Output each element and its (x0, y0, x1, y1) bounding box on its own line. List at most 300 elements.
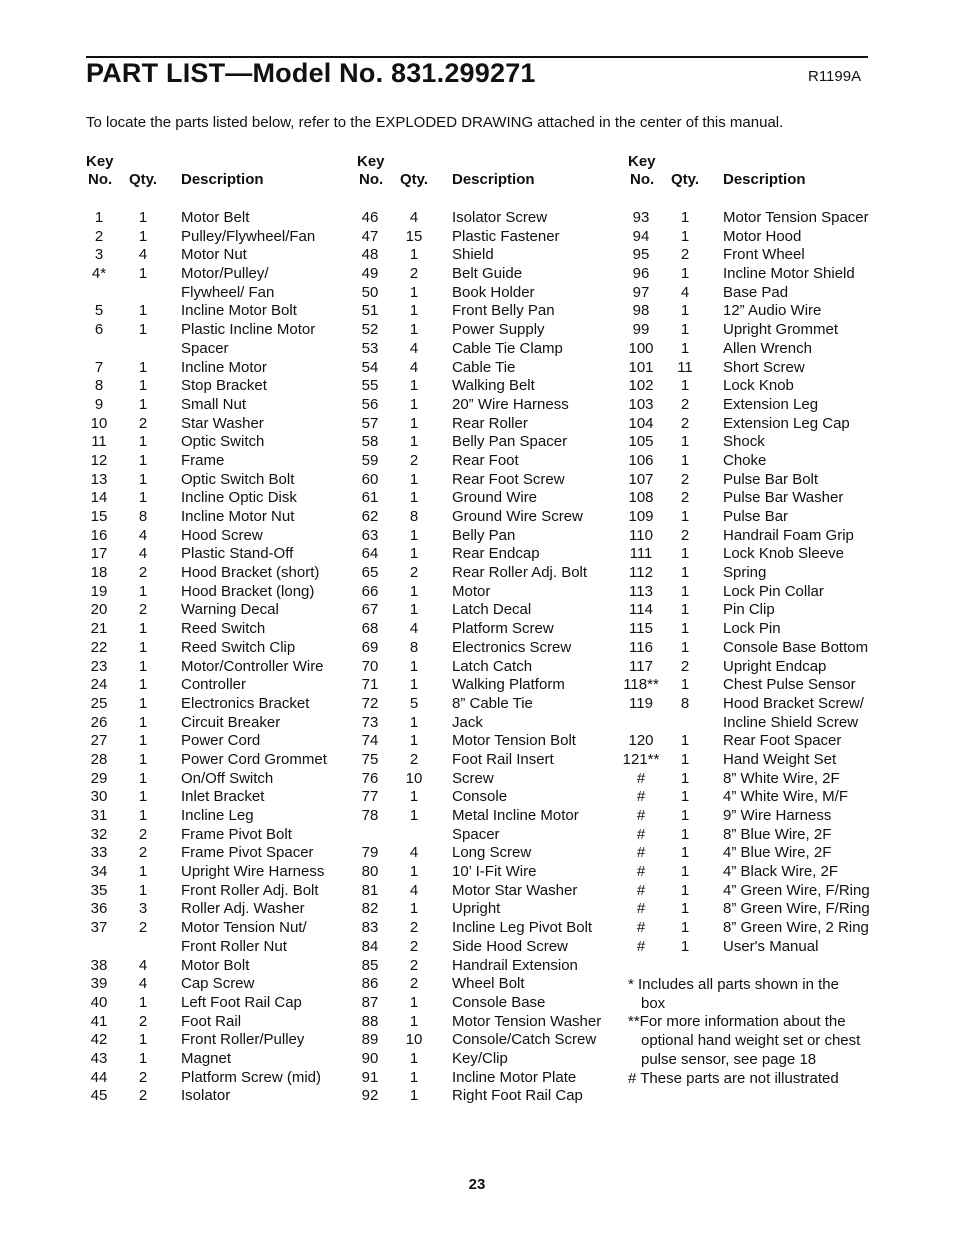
part-qty: 1 (409, 526, 419, 544)
part-row (351, 732, 641, 751)
part-key-no: 53 (361, 339, 379, 357)
part-description: Power Cord Grommet (181, 750, 327, 768)
part-qty: 1 (138, 750, 148, 768)
part-qty: 1 (409, 545, 419, 563)
part-row (622, 471, 912, 490)
part-key-no: 59 (361, 451, 379, 469)
part-description: Motor Star Washer (452, 881, 578, 899)
part-key-no: 120 (628, 732, 654, 750)
part-key-no: 49 (361, 265, 379, 283)
part-row (351, 489, 641, 508)
part-qty: 1 (138, 227, 148, 245)
header-key: Key (628, 153, 656, 170)
part-key-no: 73 (361, 713, 379, 731)
part-row (80, 228, 370, 247)
part-key-no: 50 (361, 283, 379, 301)
part-row (80, 900, 370, 919)
part-qty: 2 (409, 750, 419, 768)
part-description: Extension Leg (723, 395, 819, 413)
part-qty: 1 (680, 750, 690, 768)
part-key-no: 97 (632, 283, 650, 301)
part-key-no: 80 (361, 863, 379, 881)
part-key-no: 72 (361, 694, 379, 712)
part-key-no: # (636, 769, 646, 787)
part-qty: 5 (409, 694, 419, 712)
part-row (351, 1050, 641, 1069)
part-qty: 8 (680, 694, 690, 712)
part-row (80, 732, 370, 751)
part-qty: 1 (409, 321, 419, 339)
part-key-no: 30 (90, 788, 108, 806)
part-key-no: 65 (361, 564, 379, 582)
part-row (80, 209, 370, 228)
part-row (80, 396, 370, 415)
part-description: Incline Leg Pivot Bolt (452, 919, 593, 937)
part-row (80, 302, 370, 321)
part-qty: 1 (680, 900, 690, 918)
part-key-no: 114 (629, 601, 653, 619)
part-key-no: 38 (90, 956, 108, 974)
part-description: Belly Pan (452, 526, 516, 544)
part-key-no: 41 (90, 1012, 108, 1030)
part-row (351, 583, 641, 602)
part-description: Isolator (181, 1087, 231, 1105)
part-description: Hood Bracket (long) (181, 582, 315, 600)
part-description: Hood Bracket (short) (181, 564, 320, 582)
part-description: Incline Motor Shield (723, 265, 855, 283)
header-no: No. (630, 171, 655, 188)
part-key-no: 40 (90, 993, 108, 1011)
part-row (351, 957, 641, 976)
part-key-no: 23 (90, 657, 108, 675)
part-qty: 8 (409, 638, 419, 656)
part-key-no: 92 (361, 1087, 379, 1105)
part-description: Base Pad (723, 283, 789, 301)
part-row (80, 359, 370, 378)
part-key-no: 33 (90, 844, 108, 862)
part-row (351, 228, 641, 247)
part-qty: 1 (409, 788, 419, 806)
part-description: 4” Black Wire, 2F (723, 863, 839, 881)
part-qty: 2 (409, 265, 419, 283)
part-row (351, 620, 641, 639)
part-key-no: # (636, 788, 646, 806)
part-description: Cable Tie (452, 358, 516, 376)
part-key-no: 113 (629, 582, 653, 600)
part-description: Lock Pin (723, 620, 781, 638)
part-description: Incline Motor (181, 358, 267, 376)
part-qty: 4 (680, 283, 690, 301)
part-description: Motor/Pulley/ (181, 265, 269, 283)
part-key-no: 60 (361, 470, 379, 488)
part-qty: 1 (680, 265, 690, 283)
part-qty: 4 (138, 956, 148, 974)
part-qty: 1 (680, 620, 690, 638)
part-qty: 2 (138, 564, 148, 582)
part-key-no: 98 (632, 302, 650, 320)
part-row (622, 564, 912, 583)
part-row (80, 770, 370, 789)
part-key-no: 67 (361, 601, 379, 619)
part-qty: 1 (138, 1049, 148, 1067)
part-row (351, 302, 641, 321)
part-row (80, 452, 370, 471)
part-qty: 1 (680, 302, 690, 320)
part-row (351, 359, 641, 378)
part-key-no: 55 (361, 377, 379, 395)
header-qty: Qty. (400, 171, 429, 188)
part-row (80, 433, 370, 452)
part-key-no: 111 (629, 545, 653, 563)
part-row (80, 695, 370, 714)
header-description: Description (181, 171, 264, 188)
part-qty: 1 (138, 470, 148, 488)
part-qty: 2 (680, 489, 690, 507)
part-qty: 1 (138, 433, 148, 451)
part-description: Platform Screw (mid) (181, 1068, 322, 1086)
part-row (622, 639, 912, 658)
part-key-no: 25 (90, 694, 108, 712)
part-qty: 2 (138, 601, 148, 619)
part-key-no: 78 (361, 807, 379, 824)
part-row (80, 527, 370, 546)
part-description: Metal Incline Motor (452, 807, 579, 824)
part-key-no: 62 (361, 508, 379, 525)
part-key-no: 29 (90, 769, 108, 787)
part-description: 8” Cable Tie (452, 694, 533, 712)
part-description: Walking Belt (452, 377, 535, 395)
part-qty: 1 (409, 1087, 419, 1105)
part-key-no: 2 (94, 227, 104, 245)
footnote-hash (628, 1070, 878, 1089)
part-qty: 1 (138, 1031, 148, 1049)
part-row (351, 1069, 641, 1088)
part-row (80, 471, 370, 490)
part-row (351, 377, 641, 396)
part-key-no: 63 (361, 526, 379, 544)
part-description: Walking Platform (452, 676, 565, 694)
part-description: Rear Roller Adj. Bolt (452, 564, 588, 582)
part-qty: 1 (138, 302, 148, 320)
part-description: Electronics Bracket (181, 694, 310, 712)
part-description: Motor (452, 582, 491, 600)
part-key-no: 105 (628, 433, 654, 451)
part-row (351, 433, 641, 452)
part-qty: 1 (138, 377, 148, 395)
part-key-no: 42 (90, 1031, 108, 1049)
part-description: Star Washer (181, 414, 264, 432)
part-key-no: 88 (361, 1012, 379, 1030)
part-row (622, 583, 912, 602)
part-description: Frame Pivot Bolt (181, 825, 292, 843)
part-row (622, 321, 912, 340)
part-key-no: 6 (94, 321, 104, 339)
part-row (80, 639, 370, 658)
part-key-no: # (636, 919, 646, 937)
part-qty: 1 (138, 582, 148, 600)
part-row (351, 658, 641, 677)
part-row (351, 975, 641, 994)
part-description: Incline Optic Disk (181, 489, 297, 507)
part-qty: 4 (409, 881, 419, 899)
part-qty: 8 (409, 508, 419, 525)
part-description: 8” Green Wire, F/Ring (723, 900, 870, 918)
part-qty: 1 (680, 732, 690, 750)
part-description: Rear Foot (452, 451, 519, 469)
part-row (622, 545, 912, 564)
footnote-double-asterisk (628, 1013, 878, 1069)
part-key-no: 77 (361, 788, 379, 806)
part-row (80, 377, 370, 396)
part-description: 9” Wire Harness (723, 807, 832, 824)
part-description: Upright Grommet (723, 321, 839, 339)
part-description: Inlet Bracket (181, 788, 265, 806)
part-qty: 15 (405, 227, 423, 245)
part-description: Motor Hood (723, 227, 802, 245)
part-row (622, 620, 912, 639)
part-qty: 1 (680, 321, 690, 339)
part-row (622, 807, 912, 826)
part-row (351, 1087, 641, 1106)
part-description: Plastic Incline Motor (181, 321, 316, 339)
part-row (80, 1013, 370, 1032)
part-key-no: 99 (632, 321, 650, 339)
part-qty: 1 (138, 713, 148, 731)
part-description: Right Foot Rail Cap (452, 1087, 583, 1105)
part-description: Warning Decal (181, 601, 279, 619)
part-qty: 1 (680, 451, 690, 469)
part-qty: 1 (409, 863, 419, 881)
header-no: No. (88, 171, 113, 188)
part-description: Latch Catch (452, 657, 533, 675)
part-row (80, 826, 370, 845)
part-description: 8” Blue Wire, 2F (723, 825, 832, 843)
part-row (351, 246, 641, 265)
part-row (351, 695, 641, 714)
part-row (622, 900, 912, 919)
part-row (80, 975, 370, 994)
part-description: Upright (452, 900, 501, 918)
part-key-no: 34 (90, 863, 108, 881)
part-qty: 4 (409, 620, 419, 638)
part-qty: 1 (680, 788, 690, 806)
part-key-no: 24 (90, 676, 108, 694)
part-description: Platform Screw (452, 620, 554, 638)
page-number: 23 (468, 1176, 486, 1193)
part-description: Spring (723, 564, 767, 582)
part-qty: 1 (138, 395, 148, 413)
part-description: Allen Wrench (723, 339, 812, 357)
part-row (351, 1031, 641, 1050)
part-row (622, 246, 912, 265)
part-qty: 1 (680, 937, 690, 955)
part-qty: 10 (405, 1031, 423, 1049)
part-row (80, 1087, 370, 1106)
part-key-no: # (636, 900, 646, 918)
part-description: Cap Screw (181, 975, 255, 993)
part-description: 12” Audio Wire (723, 302, 822, 320)
part-description: Motor Bolt (181, 956, 250, 974)
part-description: Reed Switch (181, 620, 266, 638)
part-description: Short Screw (723, 358, 805, 376)
part-description: Spacer (452, 825, 500, 843)
part-key-no: 9 (94, 395, 104, 413)
part-description: Reed Switch Clip (181, 638, 296, 656)
part-description: Choke (723, 451, 767, 469)
column-header (622, 151, 912, 206)
part-qty: 4 (409, 844, 419, 862)
column-header (80, 151, 370, 206)
part-qty: 2 (138, 919, 148, 937)
part-row (351, 882, 641, 901)
part-description: Power Supply (452, 321, 545, 339)
part-qty: 10 (405, 769, 423, 787)
part-key-no: 22 (90, 638, 108, 656)
part-row (622, 209, 912, 228)
part-qty: 1 (680, 582, 690, 600)
part-description: Lock Pin Collar (723, 582, 824, 600)
part-key-no: 48 (361, 246, 379, 264)
part-key-no: 112 (629, 564, 653, 582)
part-qty: 2 (409, 919, 419, 937)
part-qty: 1 (409, 657, 419, 675)
part-key-no: 75 (361, 750, 379, 768)
part-qty: 2 (680, 395, 690, 413)
part-qty: 1 (680, 807, 690, 824)
part-qty: 1 (680, 433, 690, 451)
part-qty: 1 (138, 676, 148, 694)
part-row (622, 415, 912, 434)
part-description: 8” White Wire, 2F (723, 769, 840, 787)
part-description: Front Belly Pan (452, 302, 555, 320)
part-row (622, 844, 912, 863)
part-row (622, 882, 912, 901)
part-qty: 1 (680, 227, 690, 245)
part-row (622, 658, 912, 677)
part-description: Handrail Extension (452, 956, 578, 974)
part-key-no: # (636, 844, 646, 862)
part-key-no: 27 (90, 732, 108, 750)
part-key-no: # (636, 881, 646, 899)
part-key-no: 1 (94, 209, 104, 226)
part-description: Lock Knob (723, 377, 794, 395)
footnote-asterisk (628, 976, 878, 1013)
part-row (80, 620, 370, 639)
part-key-no: 3 (94, 246, 104, 264)
part-description: Optic Switch Bolt (181, 470, 295, 488)
part-key-no: 104 (628, 414, 654, 432)
page-title: PART LIST—Model No. 831.299271 (86, 58, 536, 88)
part-key-no: 15 (90, 508, 108, 525)
part-row (622, 919, 912, 938)
part-row (80, 788, 370, 807)
part-key-no: # (636, 937, 646, 955)
parts-rows (80, 209, 370, 1106)
part-qty: 2 (680, 470, 690, 488)
part-qty: 1 (409, 601, 419, 619)
part-key-no: 61 (361, 489, 379, 507)
part-description: Side Hood Screw (452, 937, 568, 955)
part-qty: 2 (409, 451, 419, 469)
part-description: Flywheel/ Fan (181, 283, 275, 301)
part-row (622, 714, 912, 733)
part-description: Spacer (181, 339, 229, 357)
part-key-no: 31 (90, 807, 108, 824)
part-description: Motor Tension Bolt (452, 732, 576, 750)
part-key-no: 21 (90, 620, 108, 638)
part-description: Front Roller Nut (181, 937, 287, 955)
part-row (351, 396, 641, 415)
part-row (351, 321, 641, 340)
part-description: Incline Shield Screw (723, 713, 859, 731)
part-row (80, 919, 370, 938)
part-description: Power Cord (181, 732, 261, 750)
part-key-no: 108 (628, 489, 654, 507)
part-description: Handrail Foam Grip (723, 526, 854, 544)
part-row (351, 938, 641, 957)
part-key-no: 58 (361, 433, 379, 451)
part-qty: 1 (409, 470, 419, 488)
part-row (351, 770, 641, 789)
part-key-no: # (636, 825, 646, 843)
part-row (351, 751, 641, 770)
part-key-no: 19 (90, 582, 108, 600)
part-qty: 2 (138, 414, 148, 432)
part-description: Key/Clip (452, 1049, 508, 1067)
part-description: 20” Wire Harness (452, 395, 569, 413)
part-row (622, 228, 912, 247)
part-qty: 1 (409, 433, 419, 451)
part-row (351, 452, 641, 471)
part-description: Plastic Stand-Off (181, 545, 294, 563)
part-qty: 1 (409, 246, 419, 264)
part-description: 8” Green Wire, 2 Ring (723, 919, 869, 937)
part-description: Hood Screw (181, 526, 263, 544)
part-description: Shield (452, 246, 494, 264)
part-qty: 2 (680, 414, 690, 432)
part-qty: 4 (409, 339, 419, 357)
part-row (80, 601, 370, 620)
part-key-no: 90 (361, 1049, 379, 1067)
part-row (351, 639, 641, 658)
header-key: Key (357, 153, 385, 170)
part-qty: 2 (138, 844, 148, 862)
part-description: Rear Roller (452, 414, 528, 432)
part-key-no: 13 (90, 470, 108, 488)
part-qty: 1 (409, 900, 419, 918)
part-key-no: 117 (629, 657, 653, 675)
part-qty: 1 (409, 676, 419, 694)
part-description: Pin Clip (723, 601, 775, 619)
part-qty: 1 (680, 545, 690, 563)
part-key-no: 28 (90, 750, 108, 768)
part-row (622, 452, 912, 471)
part-qty: 1 (680, 564, 690, 582)
part-key-no: 87 (361, 993, 379, 1011)
part-key-no: 8 (94, 377, 104, 395)
part-row (80, 340, 370, 359)
part-key-no: 32 (90, 825, 108, 843)
part-key-no: 10 (90, 414, 108, 432)
footnote-line: pulse sensor, see page 18 (641, 1050, 817, 1068)
part-key-no: 17 (90, 545, 108, 563)
part-row (351, 527, 641, 546)
part-qty: 1 (138, 993, 148, 1011)
part-row (80, 994, 370, 1013)
part-key-no: 101 (628, 358, 654, 376)
part-qty: 1 (680, 601, 690, 619)
header-description: Description (723, 171, 806, 188)
